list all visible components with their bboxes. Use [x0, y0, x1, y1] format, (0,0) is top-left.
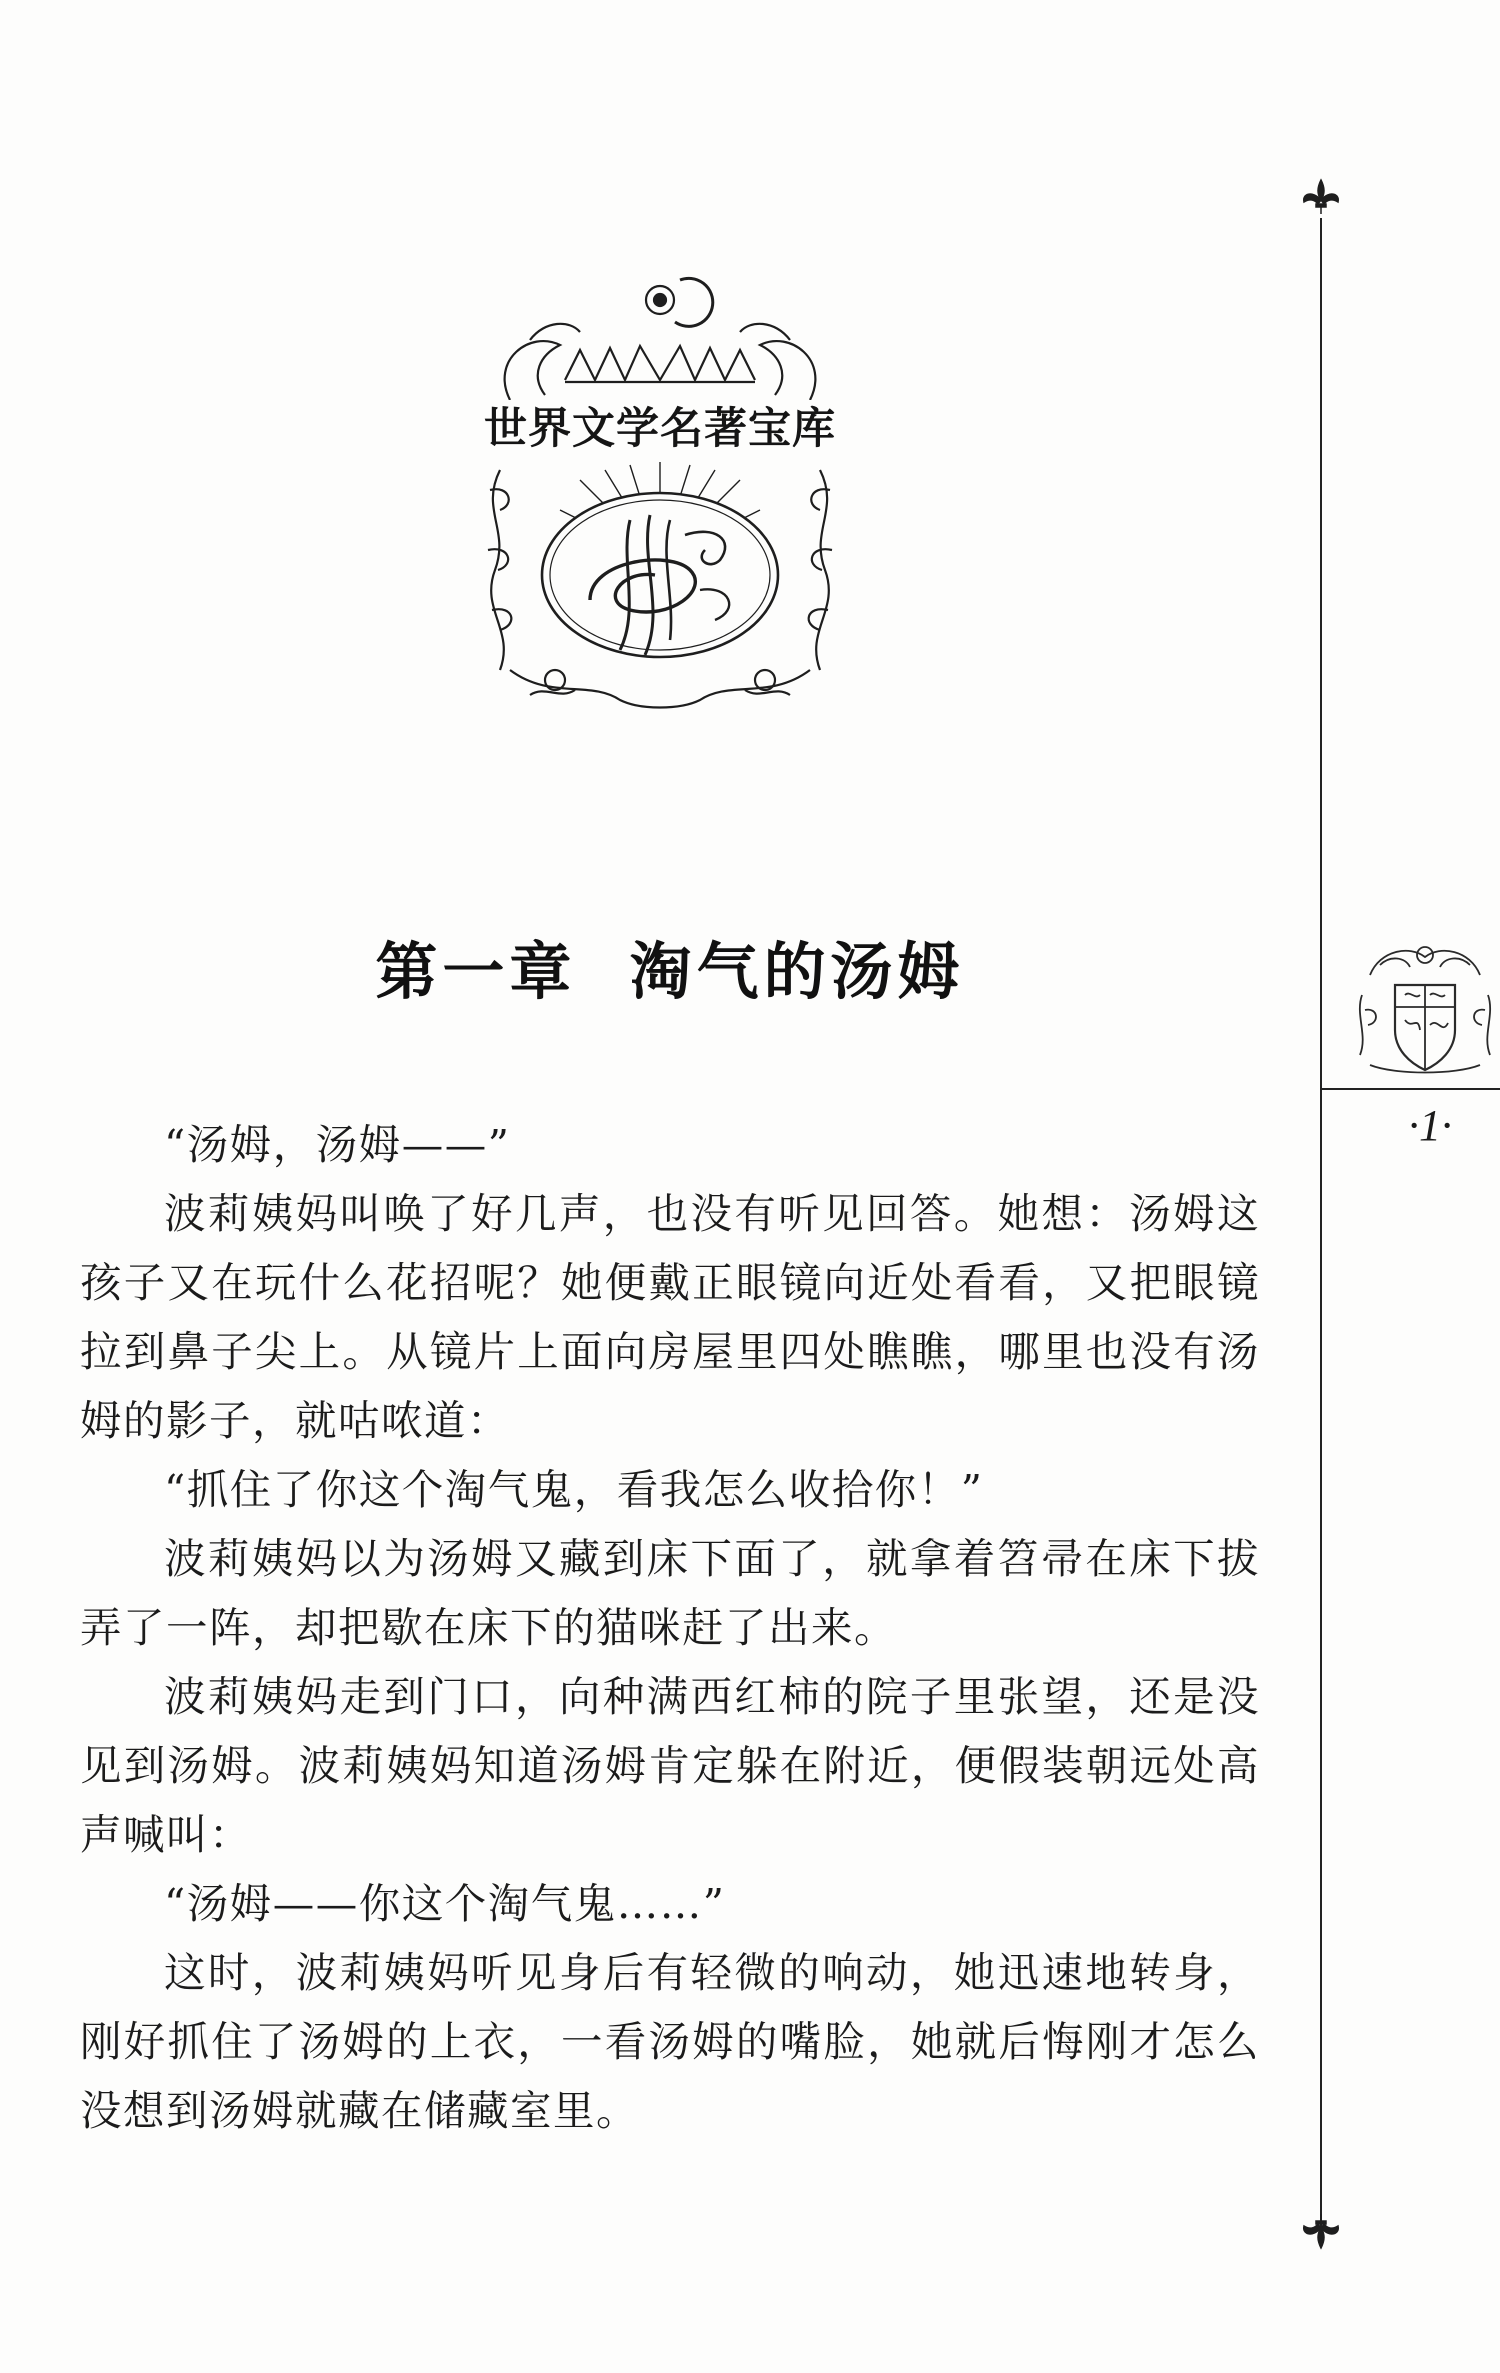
- page-number: ·1·: [1408, 1101, 1452, 1150]
- paragraph: 波莉姨妈走到门口，向种满西红柿的院子里张望，还是没见到汤姆。波莉姨妈知道汤姆肯定躲在附近，便假装朝远处高声喊叫：: [80, 1672, 1260, 1859]
- chapter-title: 第一章 淘气的汤姆: [375, 935, 965, 1008]
- margin-vertical-rule: [1320, 218, 1322, 2228]
- paragraph: “汤姆——你这个淘气鬼……”: [164, 1879, 726, 1928]
- series-title: 世界文学名著宝库: [470, 400, 850, 458]
- paragraph: 这时，波莉姨妈听见身后有轻微的响动，她迅速地转身，刚好抓住了汤姆的上衣，一看汤姆的嘴脸，她就后悔刚才怎么没想到汤姆就藏在储藏室里。: [80, 1948, 1260, 2135]
- margin-horizontal-rule: [1320, 1088, 1500, 1090]
- paragraph: “抓住了你这个淘气鬼，看我怎么收拾你！”: [164, 1465, 984, 1514]
- paragraph: 波莉姨妈叫唤了好几声，也没有听见回答。她想：汤姆这孩子又在玩什么花招呢？她便戴正眼镜向近处看看，又把眼镜拉到鼻子尖上。从镜片上面向房屋里四处瞧瞧，哪里也没有汤姆的影子，就咕哝道：: [80, 1189, 1260, 1445]
- ornamental-crest-icon: [470, 270, 850, 710]
- fleur-de-lis-icon: [1296, 2212, 1346, 2252]
- chapter-body: [80, 1110, 1260, 2145]
- heraldic-crest-icon: [1350, 935, 1500, 1080]
- paragraph: “汤姆，汤姆——”: [164, 1120, 511, 1169]
- series-emblem: [470, 270, 850, 710]
- fleur-de-lis-icon: [1296, 176, 1346, 216]
- paragraph: 波莉姨妈以为汤姆又藏到床下面了，就拿着笤帚在床下拔弄了一阵，却把歇在床下的猫咪赶了出来。: [80, 1534, 1260, 1652]
